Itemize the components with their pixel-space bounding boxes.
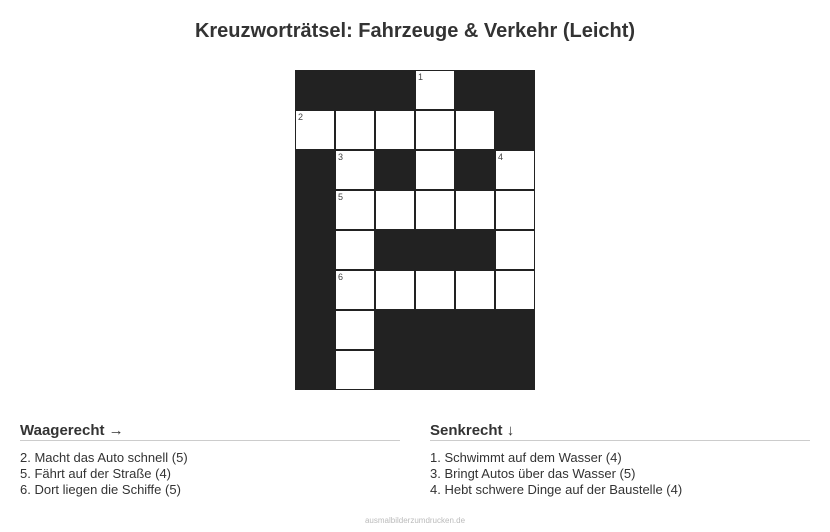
answer-cell[interactable] bbox=[415, 110, 455, 150]
answer-cell[interactable] bbox=[415, 270, 455, 310]
clue-number: 6 bbox=[338, 272, 344, 282]
black-cell bbox=[295, 190, 335, 230]
clue-number: 1 bbox=[418, 72, 424, 82]
black-cell bbox=[335, 70, 375, 110]
black-cell bbox=[415, 310, 455, 350]
answer-cell[interactable] bbox=[455, 270, 495, 310]
black-cell bbox=[455, 150, 495, 190]
black-cell bbox=[455, 70, 495, 110]
clue-number: 2 bbox=[298, 112, 304, 122]
across-clues bbox=[20, 422, 400, 498]
answer-cell[interactable] bbox=[375, 270, 415, 310]
black-cell bbox=[295, 230, 335, 270]
black-cell bbox=[295, 150, 335, 190]
crossword-grid bbox=[295, 70, 535, 390]
answer-cell[interactable] bbox=[335, 190, 375, 230]
clue-number: 4 bbox=[498, 152, 504, 162]
answer-cell[interactable] bbox=[335, 230, 375, 270]
black-cell bbox=[495, 110, 535, 150]
black-cell bbox=[375, 70, 415, 110]
answer-cell[interactable] bbox=[495, 270, 535, 310]
clue-item: 5. Fährt auf der Straße (4) bbox=[20, 466, 172, 481]
answer-cell[interactable] bbox=[375, 190, 415, 230]
black-cell bbox=[455, 350, 495, 390]
black-cell bbox=[495, 310, 535, 350]
answer-cell[interactable] bbox=[415, 70, 455, 110]
black-cell bbox=[375, 310, 415, 350]
clue-item: 3. Bringt Autos über das Wasser (5) bbox=[430, 466, 636, 481]
black-cell bbox=[375, 230, 415, 270]
clue-item: 6. Dort liegen die Schiffe (5) bbox=[20, 482, 181, 497]
black-cell bbox=[375, 150, 415, 190]
answer-cell[interactable] bbox=[495, 150, 535, 190]
clue-item: 2. Macht das Auto schnell (5) bbox=[20, 450, 188, 465]
black-cell bbox=[375, 350, 415, 390]
down-heading: Senkrecht ↓ bbox=[430, 422, 810, 441]
black-cell bbox=[495, 350, 535, 390]
clue-number: 5 bbox=[338, 192, 344, 202]
black-cell bbox=[295, 70, 335, 110]
answer-cell[interactable] bbox=[335, 310, 375, 350]
answer-cell[interactable] bbox=[415, 150, 455, 190]
answer-cell[interactable] bbox=[295, 110, 335, 150]
black-cell bbox=[295, 350, 335, 390]
black-cell bbox=[295, 310, 335, 350]
page-title: Kreuzworträtsel: Fahrzeuge & Verkehr (Leicht) bbox=[194, 20, 636, 42]
answer-cell[interactable] bbox=[335, 150, 375, 190]
clue-number: 3 bbox=[338, 152, 344, 162]
down-clues bbox=[430, 422, 810, 498]
clue-item: 4. Hebt schwere Dinge auf der Baustelle (4) bbox=[430, 482, 683, 497]
down-clue-list bbox=[430, 450, 810, 498]
black-cell bbox=[455, 310, 495, 350]
answer-cell[interactable] bbox=[415, 190, 455, 230]
answer-cell[interactable] bbox=[375, 110, 415, 150]
answer-cell[interactable] bbox=[455, 190, 495, 230]
answer-cell[interactable] bbox=[495, 190, 535, 230]
black-cell bbox=[455, 230, 495, 270]
clue-item: 1. Schwimmt auf dem Wasser (4) bbox=[430, 450, 622, 465]
across-clue-list bbox=[20, 450, 400, 498]
answer-cell[interactable] bbox=[335, 270, 375, 310]
answer-cell[interactable] bbox=[335, 110, 375, 150]
footer-credit: ausmalbilderzumdrucken.de bbox=[364, 516, 466, 525]
black-cell bbox=[295, 270, 335, 310]
black-cell bbox=[495, 70, 535, 110]
answer-cell[interactable] bbox=[335, 350, 375, 390]
answer-cell[interactable] bbox=[495, 230, 535, 270]
black-cell bbox=[415, 230, 455, 270]
across-heading: Waagerecht → bbox=[20, 422, 400, 441]
black-cell bbox=[415, 350, 455, 390]
answer-cell[interactable] bbox=[455, 110, 495, 150]
